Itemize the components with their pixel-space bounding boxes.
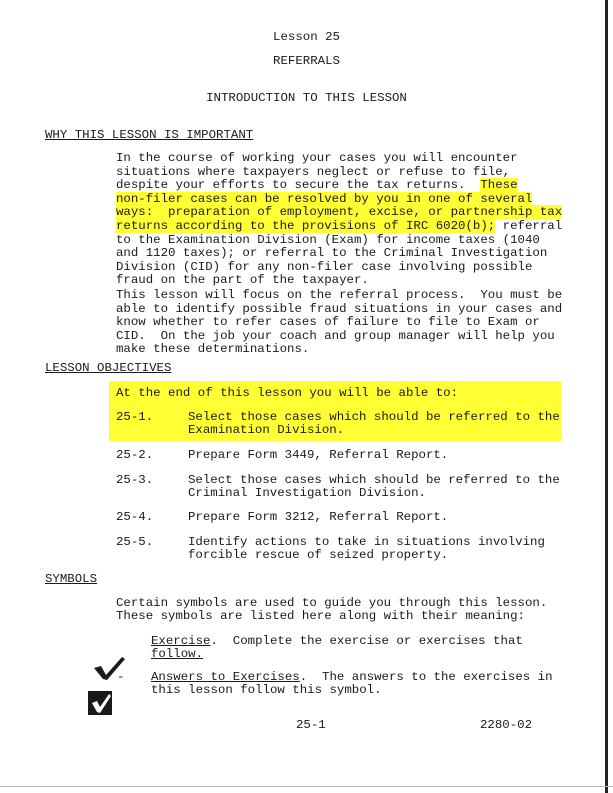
exercise-entry xyxy=(151,635,523,649)
para2-line: know whether to refer cases of failure to file to Exam or xyxy=(116,315,540,330)
objective-text: Select those cases which should be referred to the xyxy=(188,410,560,424)
para1-line: In the course of working your cases you will encounter xyxy=(116,151,518,165)
why-heading: WHY THIS LESSON IS IMPORTANT xyxy=(45,128,254,142)
answers-dash: - xyxy=(117,670,125,684)
answers-description: . The answers to the exercises in xyxy=(299,670,553,684)
objectives-intro: At the end of this lesson you will be able to: xyxy=(116,386,459,400)
objective-text: Criminal Investigation Division. xyxy=(188,486,426,500)
para1-line: despite your efforts to secure the tax returns. These xyxy=(116,178,518,193)
intro-heading: INTRODUCTION TO THIS LESSON xyxy=(206,91,407,105)
answers-check-icon xyxy=(88,664,114,731)
para1-line: Division (CID) for any non-filer case involving possible xyxy=(116,259,533,274)
page-number: 25-1 xyxy=(296,718,326,732)
para2-line: make these determinations. xyxy=(116,342,310,357)
para1-line: fraud on the part of the taxpayer. xyxy=(116,273,369,288)
para1-line-highlighted: ways: preparation of employment, excise, or partnership tax xyxy=(116,205,563,220)
objective-number: 25-2. xyxy=(116,448,154,462)
exercise-description-cont: follow. xyxy=(151,647,204,661)
why-paragraph-2 xyxy=(116,288,563,357)
para1-line-highlighted: non-filer cases can be resolved by you in one of several xyxy=(116,191,533,206)
objective-text: Prepare Form 3212, Referral Report. xyxy=(188,510,449,524)
page-edge-divider xyxy=(605,0,608,793)
document-code: 2280-02 xyxy=(480,718,533,732)
objectives-heading: LESSON OBJECTIVES xyxy=(45,361,172,375)
objective-text: Select those cases which should be referred to the xyxy=(188,473,560,487)
para1-line: situations where taxpayers neglect or refuse to file, xyxy=(116,164,511,179)
para1-line: and 1120 taxes); or referral to the Criminal Investigation xyxy=(116,246,548,261)
objective-text: forcible rescue of seized property. xyxy=(188,548,449,562)
exercise-term: Exercise xyxy=(151,634,211,648)
para2-line: This lesson will focus on the referral process. You must be xyxy=(116,288,563,302)
objective-number: 25-3. xyxy=(116,473,154,487)
objective-text: Identify actions to take in situations involving xyxy=(188,535,545,549)
answers-description-cont: this lesson follow this symbol. xyxy=(151,683,382,697)
symbols-intro-line: Certain symbols are used to guide you through this lesson. xyxy=(116,596,548,610)
bottom-rule xyxy=(0,786,613,787)
objective-text: Examination Division. xyxy=(188,423,345,437)
objective-number: 25-4. xyxy=(116,510,154,524)
para1-line: to the Examination Division (Exam) for income taxes (1040 xyxy=(116,232,540,247)
objective-text: Prepare Form 3449, Referral Report. xyxy=(188,448,449,462)
page-title: REFERRALS xyxy=(273,54,340,68)
para2-line: CID. On the job your coach and group manager will help you xyxy=(116,328,555,343)
para2-line: able to identify possible fraud situations in your cases and xyxy=(116,301,563,316)
para1-line-highlighted: returns according to the provisions of IRC 6020(b); referral xyxy=(116,218,563,233)
why-paragraph-1 xyxy=(116,151,563,288)
exercise-description: . Complete the exercise or exercises that xyxy=(210,634,523,648)
symbols-heading: SYMBOLS xyxy=(45,572,98,586)
answers-term: Answers to Exercises xyxy=(151,670,300,684)
objective-number: 25-5. xyxy=(116,535,154,549)
objective-number: 25-1. xyxy=(116,410,154,424)
lesson-number: Lesson 25 xyxy=(273,30,340,44)
symbols-intro-line: These symbols are listed here along with their meaning: xyxy=(116,609,525,623)
